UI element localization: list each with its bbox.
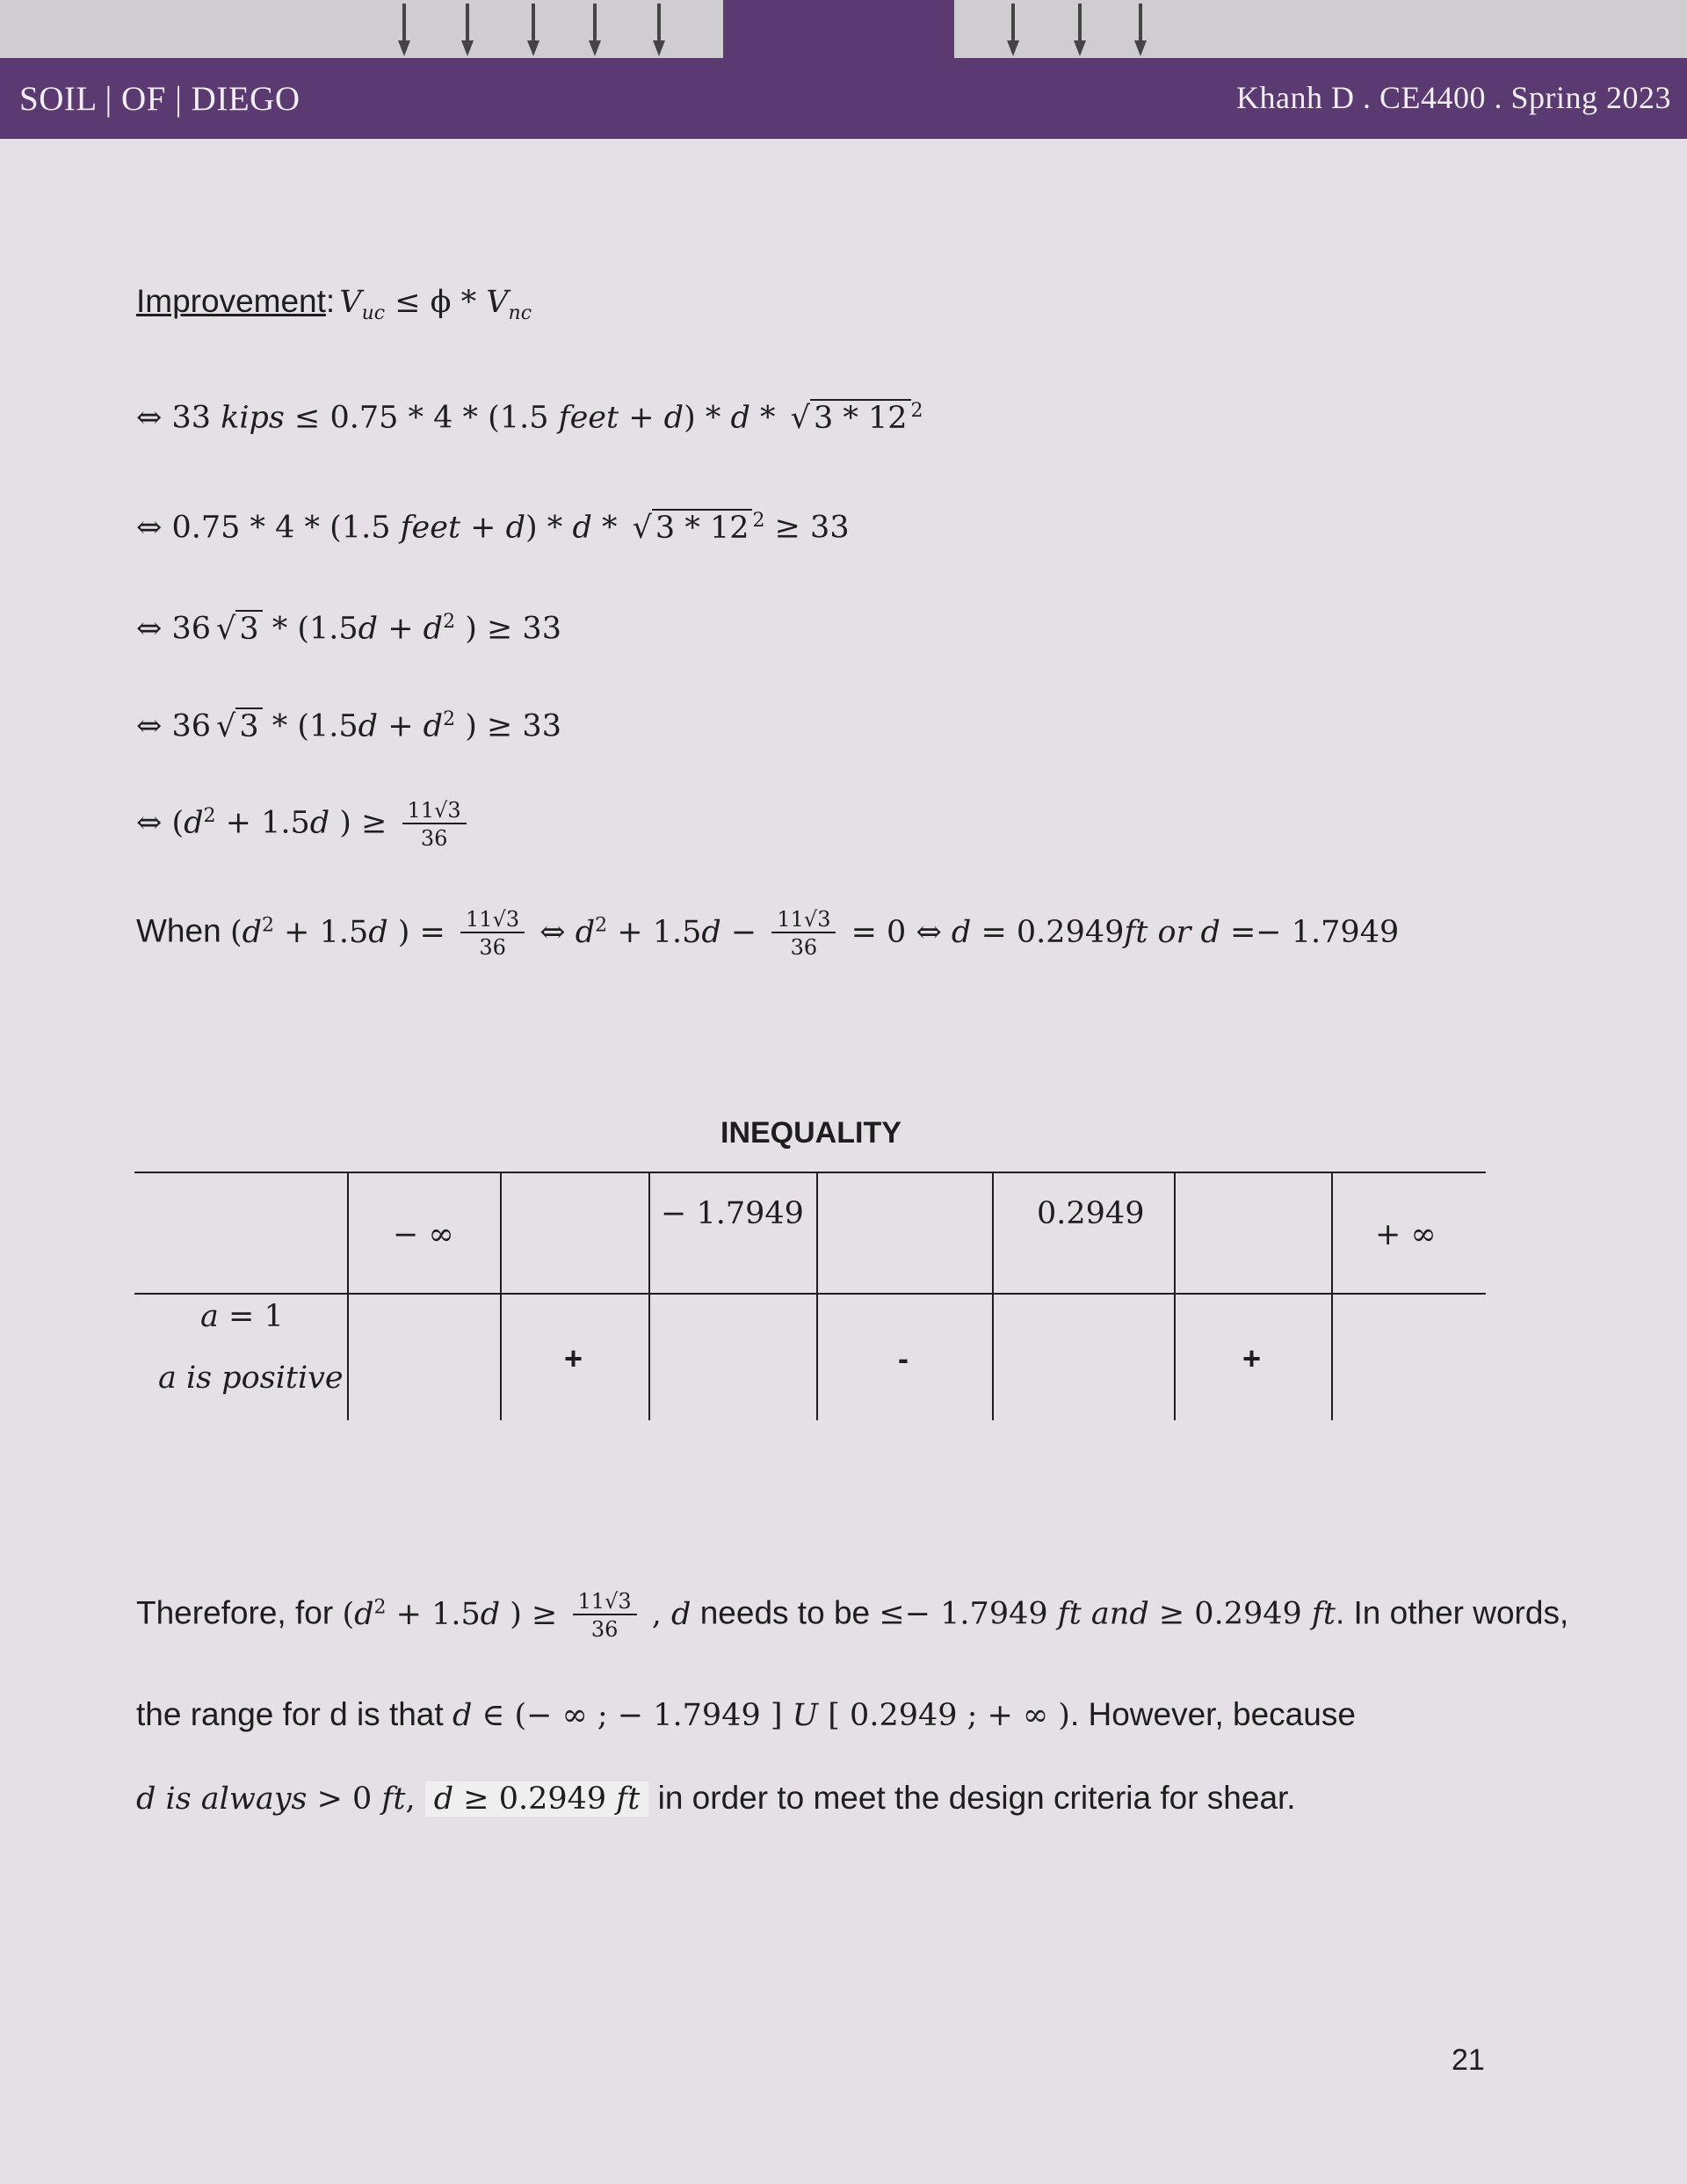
- a-positive-cell: a is positive: [158, 1360, 344, 1396]
- down-arrow-icon: [589, 0, 601, 58]
- table-column-divider: [648, 1172, 650, 1420]
- sign-minus-middle: -: [898, 1340, 909, 1376]
- header-bar: [0, 58, 1687, 139]
- table-column-divider: [992, 1172, 994, 1420]
- down-arrow-icon: [398, 0, 410, 58]
- improvement-label: Improvement: [136, 283, 326, 319]
- root-negative-cell: − 1.7949: [661, 1196, 804, 1231]
- table-column-divider: [816, 1172, 818, 1420]
- improvement-line: Improvement: $V_{uc} \le \phi * V_{nc}$: [136, 283, 532, 324]
- down-arrow-icon: [1074, 0, 1086, 58]
- table-column-divider: [500, 1172, 502, 1420]
- highlighted-result: d ≥ 0.2949 ft: [425, 1781, 649, 1817]
- equation-1: ⇔ 33 kips ≤ 0.75 * 4 * (1.5 feet + d) * d * √ 3 * 12 $^2$: [136, 400, 923, 436]
- fraction: $\frac{11√3}{36}$: [402, 798, 467, 851]
- header-title-left: SOIL | OF | DIEGO: [19, 80, 300, 118]
- a-equals-cell: a = 1: [200, 1299, 284, 1334]
- down-arrow-icon: [1134, 0, 1147, 58]
- neg-infinity-cell: − ∞: [393, 1217, 454, 1252]
- table-column-divider: [1331, 1172, 1333, 1420]
- table-top-border: [134, 1172, 1486, 1173]
- page-number: 21: [1452, 2043, 1485, 2077]
- sqrt-expression: √ 3 * 12: [627, 511, 753, 546]
- equation-4: ⇔ 36 √ $3 * (1.5d + d^2$ ) ≥ 33: [136, 708, 561, 744]
- pos-infinity-cell: + ∞: [1375, 1217, 1437, 1252]
- root-positive-cell: 0.2949: [1037, 1196, 1145, 1231]
- sign-plus-right: +: [1242, 1340, 1262, 1376]
- when-line: When ($d^2 + 1.5d$ ) = $\frac{11√3}{36}$ ⇔ $d^2 + 1.5d$ − $\frac{11√3}{36}$ = 0 ⇔ d = 0.2949ft or d =− 1.7949: [136, 907, 1400, 960]
- sqrt-expression: √ 3 * 12: [786, 401, 911, 436]
- header-title-right: Khanh D . CE4400 . Spring 2023: [1236, 80, 1671, 115]
- equation-3: ⇔ 36 √ $3 * (1.5d + d^2$ ) ≥ 33: [136, 611, 561, 647]
- down-arrow-icon: [461, 0, 474, 58]
- top-accent-block: [723, 0, 954, 62]
- conclusion-line-1: Therefore, for ($d^2 + 1.5d$ ) ≥ $\frac{11√3}{36}$ , d needs to be ≤− 1.7949 ft and ≥ 0.2949 ft. In other words,: [136, 1589, 1569, 1642]
- down-arrow-icon: [1007, 0, 1019, 58]
- table-column-divider: [347, 1172, 349, 1420]
- sign-plus-left: +: [564, 1340, 583, 1376]
- conclusion-line-3: d is always > 0 ft, d ≥ 0.2949 ft in order to meet the design criteria for shear.: [136, 1780, 1296, 1817]
- inequality-title: INEQUALITY: [720, 1116, 901, 1150]
- down-arrow-icon: [653, 0, 665, 58]
- conclusion-line-2: the range for d is that d ∈ (− ∞ ; − 1.7949 ] U [ 0.2949 ; + ∞ ). However, because: [136, 1696, 1356, 1733]
- equation-2: ⇔ 0.75 * 4 * (1.5 feet + d) * d * √ 3 * 12 $^2$ ≥ 33: [136, 510, 850, 546]
- table-mid-border: [134, 1293, 1486, 1295]
- equation-5: ⇔ ($d^2 + 1.5d$ ) ≥ $\frac{11√3}{36}$: [136, 798, 472, 851]
- table-column-divider: [1174, 1172, 1176, 1420]
- down-arrow-icon: [527, 0, 539, 58]
